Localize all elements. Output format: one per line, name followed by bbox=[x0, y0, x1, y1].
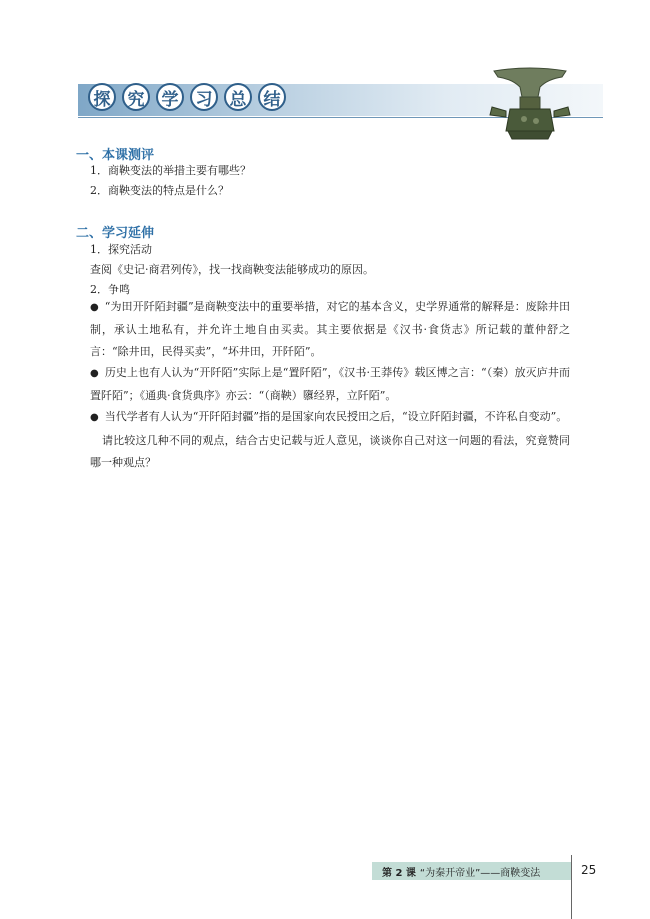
footer-lesson-bar bbox=[372, 862, 572, 880]
viewpoint-text: 当代学者有人认为“开阡陌封疆”指的是国家向农民授田之后，“设立阡陌封疆，不许私自变动”。 bbox=[104, 410, 568, 423]
question-item: 1．商鞅变法的举措主要有哪些？ bbox=[90, 164, 251, 177]
debate-label: 2．争鸣 bbox=[90, 283, 130, 296]
title-char: 总 bbox=[224, 83, 252, 111]
section-heading: 二、学习延伸 bbox=[76, 226, 155, 241]
viewpoint-paragraph bbox=[90, 362, 570, 407]
viewpoint-text: 历史上也有人认为“开阡陌”实际上是“置阡陌”，《汉书·王莽传》载区博之言：“（秦）放灭庐井而置阡陌”；《通典·食货典序》亦云：“（商鞅）隳经界，立阡陌”。 bbox=[90, 366, 570, 402]
lesson-number: 第 2 课 bbox=[382, 867, 416, 879]
viewpoint-paragraph bbox=[90, 296, 570, 363]
activity-label: 1．探究活动 bbox=[90, 243, 152, 256]
page-number: 25 bbox=[581, 863, 597, 877]
closing-paragraph: 请比较这几种不同的观点，结合古史记载与近人意见，谈谈你自己对这一问题的看法，究竟赞同哪一种观点？ bbox=[90, 434, 570, 469]
footer-divider bbox=[571, 855, 572, 919]
bullet-icon: ● bbox=[90, 368, 99, 379]
question-item: 2．商鞅变法的特点是什么？ bbox=[90, 184, 229, 197]
viewpoint-paragraph bbox=[90, 406, 570, 429]
title-char: 结 bbox=[258, 83, 286, 111]
activity-text: 查阅《史记·商君列传》，找一找商鞅变法能够成功的原因。 bbox=[90, 263, 374, 276]
bronze-vessel-illustration bbox=[484, 67, 576, 141]
bullet-icon: ● bbox=[90, 302, 99, 313]
viewpoint-text: “为田开阡陌封疆”是商鞅变法中的重要举措，对它的基本含义，史学界通常的解释是：废除井田制，承认土地私有，并允许土地自由买卖。其主要依据是《汉书·食货志》所记载的董仲舒之言：“除井田，民得买卖”，“坏井田，开阡陌”。 bbox=[90, 300, 570, 358]
section-heading: 一、本课测评 bbox=[76, 148, 155, 163]
title-char: 习 bbox=[190, 83, 218, 111]
lesson-title: “为秦开帝业”——商鞅变法 bbox=[419, 867, 541, 879]
bullet-icon: ● bbox=[90, 412, 99, 423]
title-char: 探 bbox=[88, 83, 116, 111]
section-title-banner bbox=[88, 83, 286, 111]
title-char: 学 bbox=[156, 83, 184, 111]
title-char: 究 bbox=[122, 83, 150, 111]
